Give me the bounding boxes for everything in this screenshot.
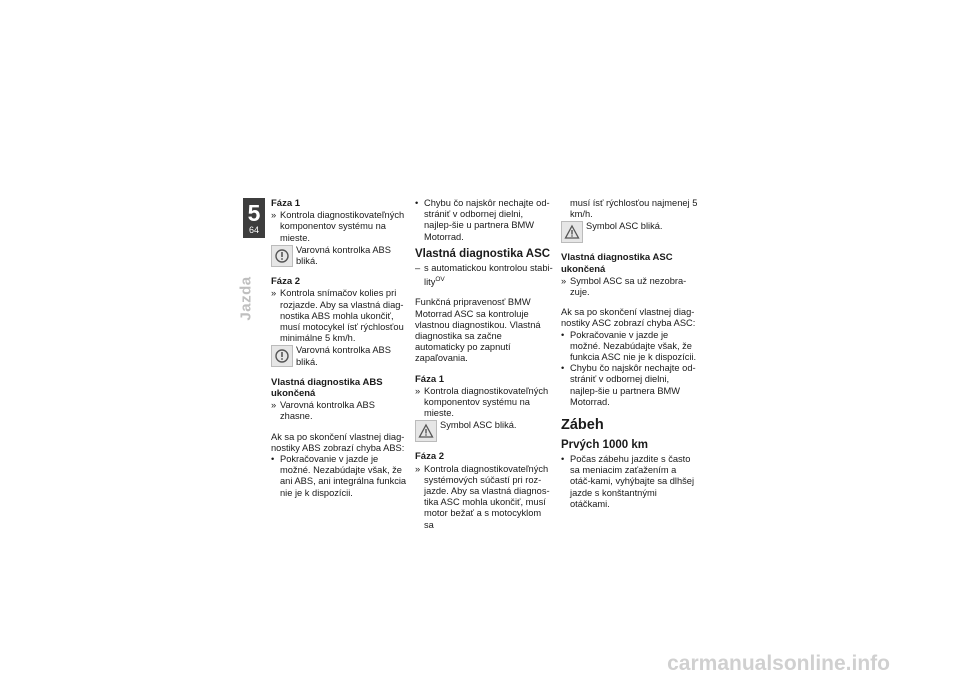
icon-note-text: Varovná kontrolka ABS bliká. <box>296 345 391 367</box>
icon-note-text: Symbol ASC bliká. <box>586 221 663 232</box>
bullet-marker: • <box>271 454 275 465</box>
column-1 <box>271 198 409 499</box>
abs-warning-icon <box>271 245 293 267</box>
list-item-text: Symbol ASC sa už nezobra-zuje. <box>570 275 687 298</box>
watermark: carmanualsonline.info <box>667 652 890 675</box>
arrow-marker: » <box>415 463 421 474</box>
heading-first-1000: Prvých 1000 km <box>561 439 648 452</box>
bullet-text: Chybu čo najskôr nechajte od-strániť v odbornej dielni, najlep-šie u partnera BMW Motorrad. <box>570 363 696 407</box>
bullet-text: Chybu čo najskôr nechajte od-strániť v odbornej dielni, najlep-šie u partnera BMW Motorrad. <box>424 198 550 242</box>
heading-asc-diagnostics: Vlastná diagnostika ASC <box>415 247 551 260</box>
bullet-item <box>271 454 409 499</box>
page-number: 64 <box>248 225 259 235</box>
dash-marker: – <box>415 262 421 273</box>
arrow-marker: » <box>271 210 277 221</box>
bullet-text: Pokračovanie v jazde je možné. Nezabúdajte však, že ani ABS, ani integrálna funkcia nie je k dispozícii. <box>280 454 407 498</box>
bullet-item <box>561 330 699 364</box>
arrow-marker: » <box>271 288 277 299</box>
bullet-marker: • <box>415 198 419 208</box>
list-item-text: Varovná kontrolka ABS zhasne. <box>280 400 375 422</box>
list-item-continued <box>561 198 699 220</box>
bullet-item <box>561 454 699 510</box>
heading-zabeh: Zábeh <box>561 417 604 434</box>
heading-abs-done: Vlastná diagnostika ABS ukončená <box>271 376 383 400</box>
bullet-item <box>561 363 699 408</box>
asc-warning-icon <box>415 420 437 442</box>
option-superscript: OV <box>435 276 445 284</box>
chapter-title: Jazda <box>237 276 255 321</box>
column-3 <box>561 198 699 510</box>
paragraph: Ak sa po skončení vlastnej diag-nostiky ASC zobrazí chyba ASC: <box>561 307 696 329</box>
list-item <box>271 400 409 422</box>
list-item <box>415 263 553 289</box>
arrow-marker: » <box>415 385 421 396</box>
icon-note <box>271 345 409 367</box>
asc-warning-icon <box>561 221 583 243</box>
list-item-text: Kontrola snímačov kolies pri rozjazde. Aby sa vlastná diag-nostika ABS mohla ukončiť, musí motocykel ísť rýchlosťou minimálne 5 km/h. <box>280 288 404 344</box>
asc-item-text: s automatickou kontrolou stabi-lity <box>424 262 553 288</box>
list-item-text: musí ísť rýchlosťou najmenej 5 km/h. <box>570 198 698 220</box>
chapter-side-label <box>236 272 272 332</box>
bullet-marker: • <box>561 363 565 374</box>
bullet-item <box>415 198 553 243</box>
icon-note <box>561 221 699 243</box>
heading-faza2-asc: Fáza 2 <box>415 451 445 463</box>
list-item-text <box>424 263 553 289</box>
icon-note <box>415 420 553 442</box>
list-item <box>271 210 409 244</box>
paragraph: Ak sa po skončení vlastnej diag-nostiky ABS zobrazí chyba ABS: <box>271 431 405 453</box>
list-item <box>561 276 699 298</box>
bullet-text: Počas zábehu jazdite s často sa meniacim zaťažením a otáč-kami, vyhýbajte sa dlhšej jazde s konštantnými otáčkami. <box>570 454 695 509</box>
paragraph: Funkčná pripravenosť BMW Motorrad ASC sa kontroluje vlastnou diagnostikou. Vlastná diagnostika sa začne automaticky po zapnutí zapaľovania. <box>415 297 541 364</box>
list-item-text: Kontrola diagnostikovateľných systémových súčastí pri roz-jazde. Aby sa vlastná diagnos-tika ASC mohla ukončiť, musí motor bežať a s motocyklom sa <box>424 463 550 530</box>
list-item <box>415 386 553 420</box>
heading-faza2-abs: Fáza 2 <box>271 276 301 288</box>
bullet-text: Pokračovanie v jazde je možné. Nezabúdajte však, že funkcia ASC nie je k dispozícii. <box>570 329 697 363</box>
arrow-marker: » <box>561 275 567 286</box>
arrow-marker: » <box>271 400 277 411</box>
heading-faza1-asc: Fáza 1 <box>415 373 445 385</box>
icon-note-text: Symbol ASC bliká. <box>440 420 517 431</box>
heading-asc-done: Vlastná diagnostika ASC ukončená <box>561 252 673 275</box>
heading-faza1-abs: Fáza 1 <box>271 198 301 209</box>
abs-warning-icon <box>271 345 293 367</box>
icon-note-text: Varovná kontrolka ABS bliká. <box>296 244 391 267</box>
list-item-text: Kontrola diagnostikovateľných komponentov systému na mieste. <box>280 210 405 243</box>
list-item <box>415 464 553 531</box>
list-item <box>271 288 409 344</box>
column-2 <box>415 198 553 531</box>
list-item-text: Kontrola diagnostikovateľných komponentov systému na mieste. <box>424 385 549 419</box>
bullet-marker: • <box>561 454 565 465</box>
icon-note <box>271 245 409 267</box>
chapter-tab <box>243 198 265 238</box>
chapter-number: 5 <box>247 200 261 226</box>
bullet-marker: • <box>561 329 565 340</box>
